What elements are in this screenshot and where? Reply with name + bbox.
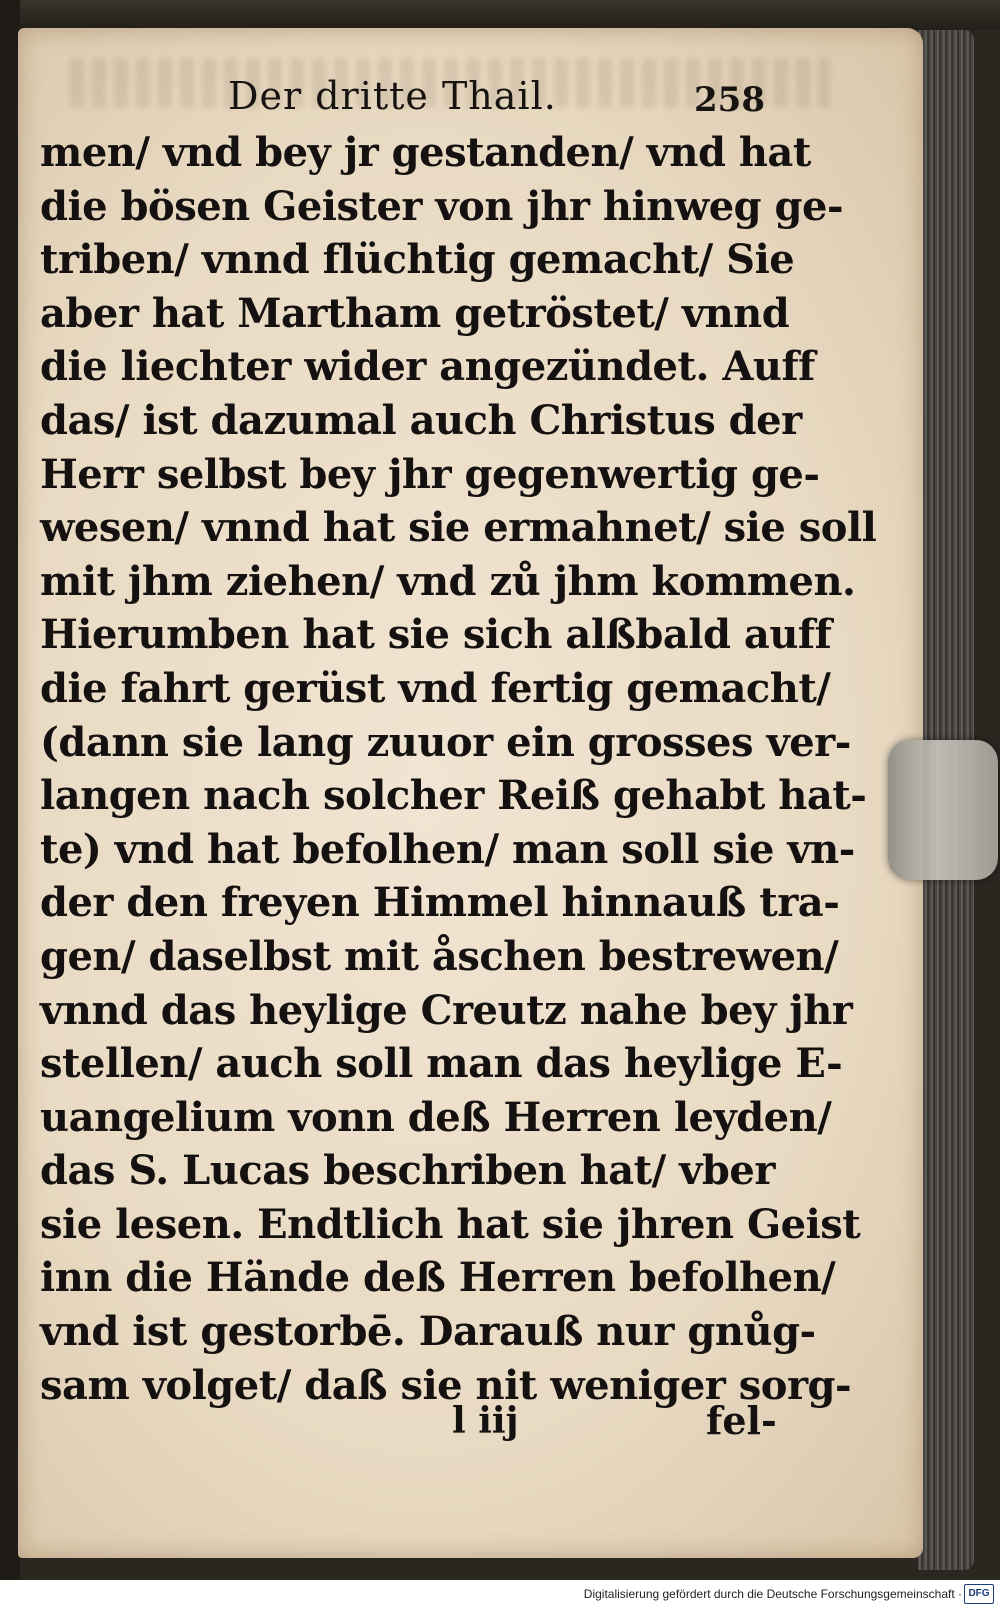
text-line: inn die Hände deß Herren befolhen/ [40, 1254, 836, 1302]
text-line: vnnd das heylige Creutz nahe bey jhr [40, 986, 853, 1034]
dfg-logo: DFG [964, 1584, 994, 1604]
text-line: der den freyen Himmel hinnauß tra- [40, 879, 840, 927]
catchword: fel- [706, 1398, 777, 1443]
text-line: vnd ist gestorbē. Darauß nur gnůg- [40, 1308, 816, 1356]
background-top [0, 0, 1000, 30]
text-line: die liechter wider angezündet. Auff [40, 343, 815, 391]
text-line: wesen/ vnnd hat sie ermahnet/ sie soll [40, 504, 877, 552]
page-clip [888, 740, 998, 880]
footer-credit: Digitalisierung gefördert durch die Deutsche Forschungsgemeinschaft · [583, 1587, 962, 1601]
text-line: langen nach solcher Reiß gehabt hat- [40, 772, 867, 820]
text-line: das S. Lucas beschriben hat/ vber [40, 1147, 775, 1195]
text-line: sie lesen. Endtlich hat sie jhren Geist [40, 1200, 861, 1248]
text-line: triben/ vnnd flüchtig gemacht/ Sie [40, 236, 795, 284]
text-line: aber hat Martham getröstet/ vnnd [40, 289, 790, 337]
text-line: uangelium vonn deß Herren leyden/ [40, 1093, 832, 1141]
text-line: das/ ist dazumal auch Christus der [40, 396, 802, 444]
background-left [0, 0, 20, 1580]
text-block [40, 126, 877, 1412]
text-line: Herr selbst bey jhr gegenwertig ge- [40, 450, 820, 498]
text-line: Hierumben hat sie sich alßbald auff [40, 611, 832, 659]
text-line: men/ vnd bey jr gestanden/ vnd hat [40, 129, 811, 176]
text-line: die bösen Geister von jhr hinweg ge- [40, 182, 844, 230]
running-head: Der dritte Thail. [228, 74, 557, 118]
text-line: mit jhm ziehen/ vnd zů jhm kommen. [40, 557, 856, 605]
text-line: te) vnd hat befolhen/ man soll sie vn- [40, 825, 855, 873]
page-number: 258 [694, 80, 765, 120]
text-line: die fahrt gerüst vnd fertig gemacht/ [40, 664, 831, 712]
signature-mark: l iij [452, 1400, 519, 1442]
text-line: (dann sie lang zuuor ein grosses ver- [40, 718, 851, 766]
text-line: gen/ daselbst mit åschen bestrewen/ [40, 932, 839, 980]
text-line: sam volget/ daß sie nit weniger sorg- [40, 1361, 852, 1409]
text-line: stellen/ auch soll man das heylige E- [40, 1040, 843, 1088]
